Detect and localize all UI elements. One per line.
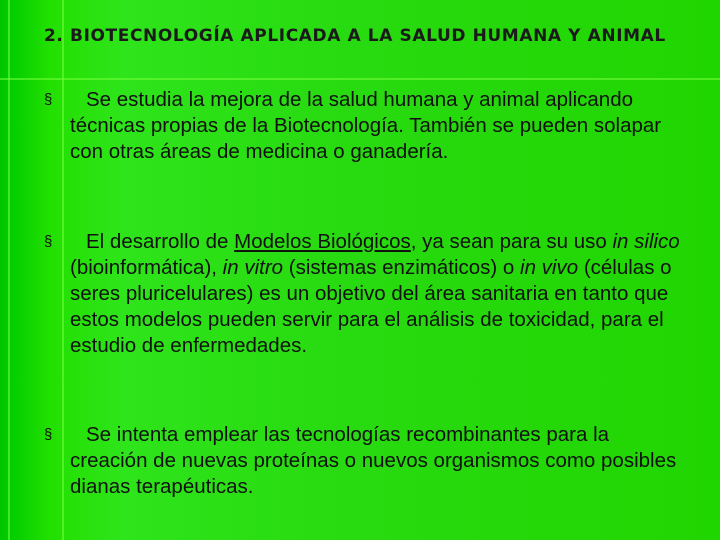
bullet-item	[44, 422, 684, 500]
slide-title: 2. BIOTECNOLOGÍA APLICADA A LA SALUD HUMANA Y ANIMAL	[44, 26, 666, 46]
text-fragment: El desarrollo de	[86, 230, 235, 253]
bullet-text: Se intenta emplear las tecnologías recombinantes para la creación de nuevas proteínas o nuevos organismos como posibles dianas terapéuticas.	[70, 423, 677, 498]
text-fragment: (células o seres pluricelulares) es un objetivo del área sanitaria en tanto que estos modelos pueden servir para el análisis de toxicidad, para el estudio de enfermedades.	[70, 256, 672, 357]
bullet-text	[70, 229, 684, 359]
italic-term: in silico	[612, 230, 680, 253]
italic-term: in vitro	[222, 256, 284, 279]
bullet-marker-icon: §	[44, 91, 53, 108]
bullet-marker-icon: §	[44, 233, 53, 250]
bullet-text: Se estudia la mejora de la salud humana y animal aplicando técnicas propias de la Biotecnología. También se pueden solapar con otras áreas de medicina o ganadería.	[70, 88, 662, 163]
bullet-item	[44, 229, 684, 359]
text-fragment: (bioinformática),	[70, 256, 223, 279]
text-fragment: , ya sean para su uso	[410, 230, 613, 253]
bullet-item	[44, 87, 684, 165]
modelos-biologicos-link[interactable]: Modelos Biológicos	[234, 230, 411, 253]
text-fragment: (sistemas enzimáticos) o	[283, 256, 521, 279]
italic-term: in vivo	[520, 256, 579, 279]
bullet-marker-icon: §	[44, 426, 53, 443]
decorative-line	[8, 0, 10, 540]
decorative-line	[0, 78, 720, 80]
